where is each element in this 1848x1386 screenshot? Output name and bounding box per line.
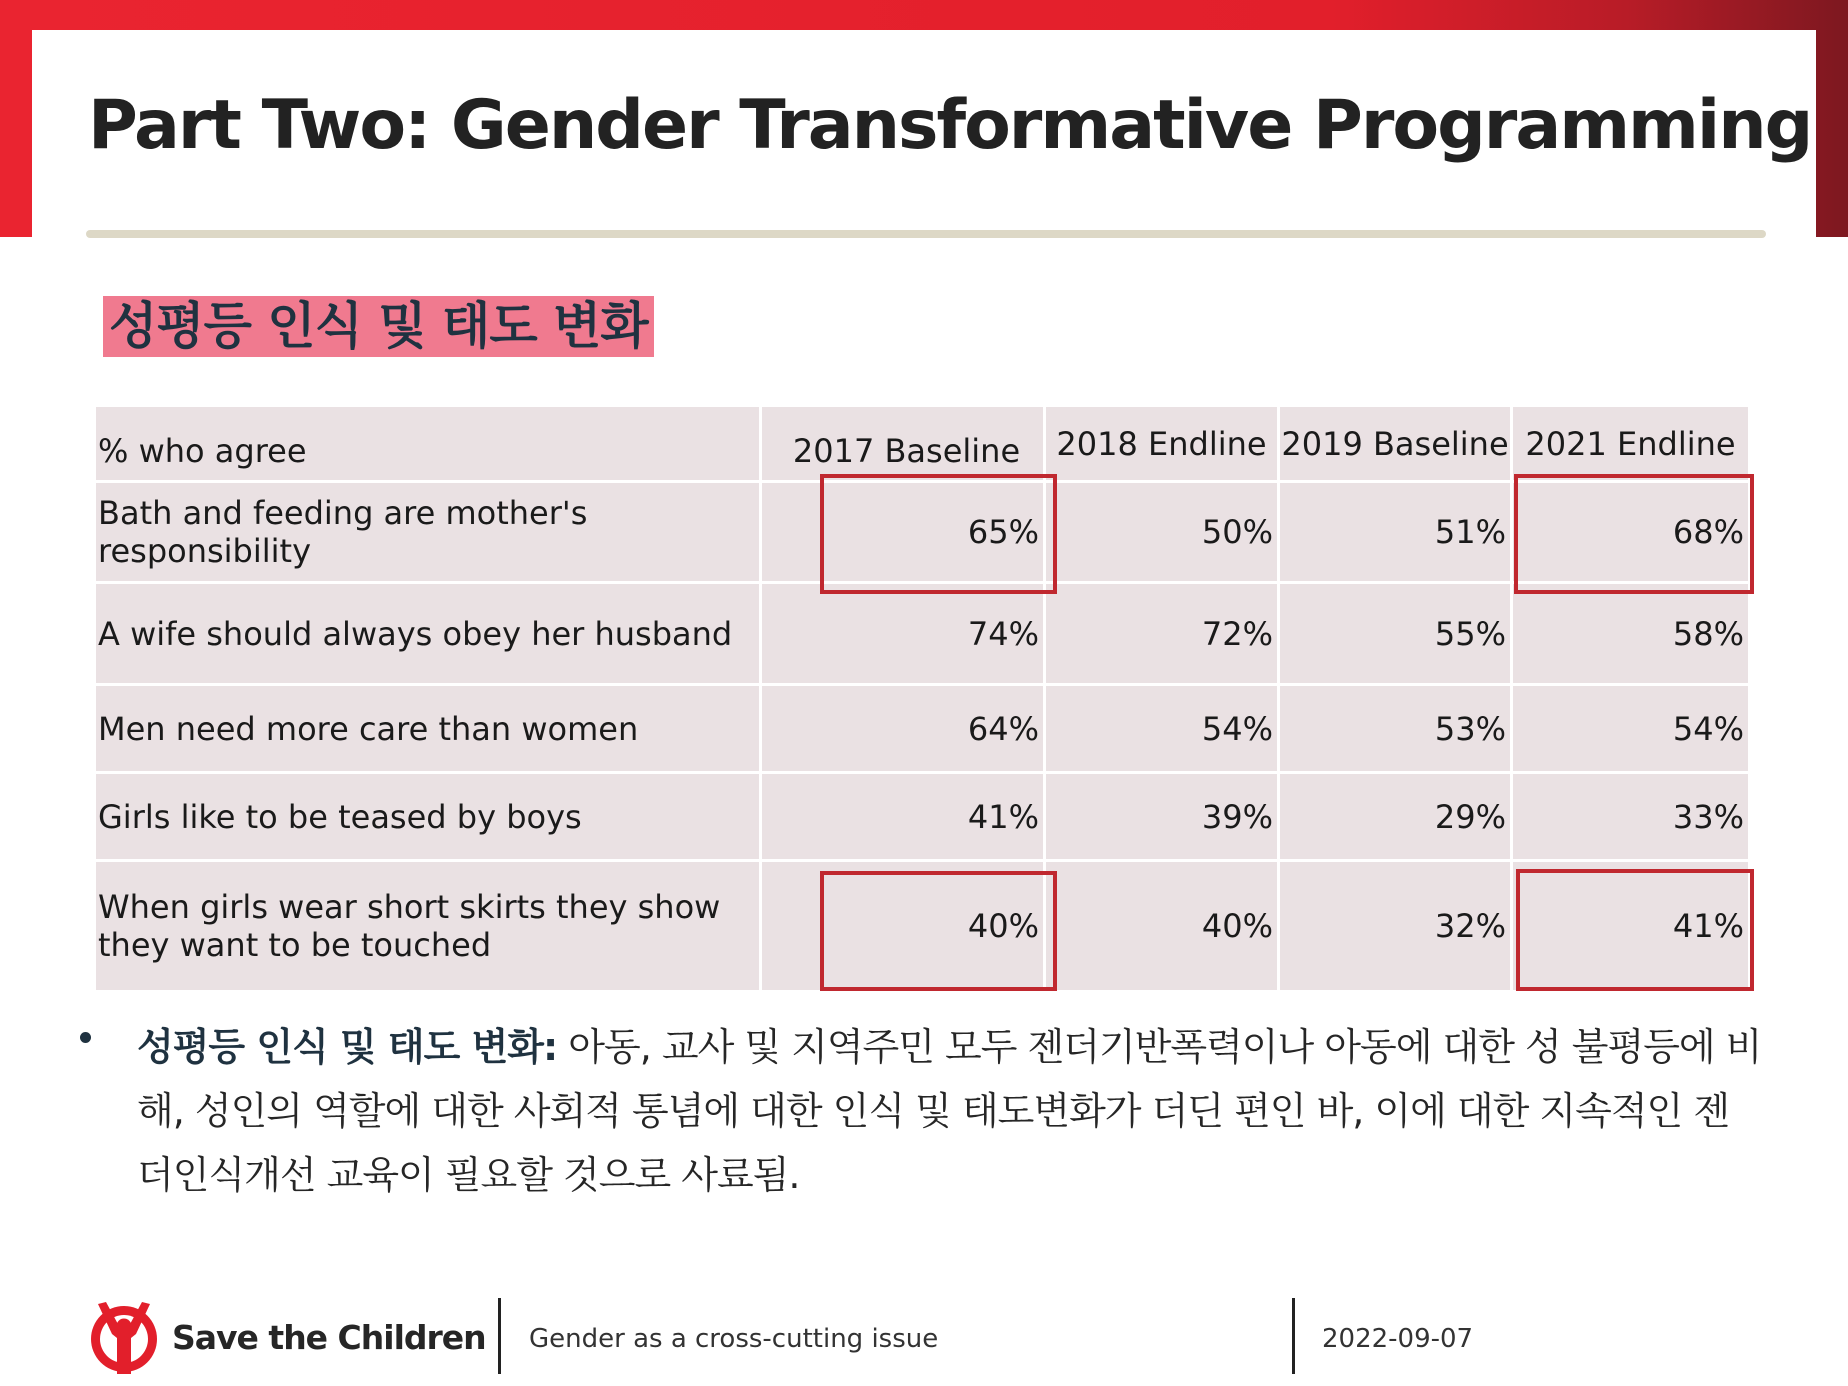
table-cell: 40%	[762, 862, 1043, 990]
row-label: Girls like to be teased by boys	[96, 774, 759, 859]
table-cell: 39%	[1046, 774, 1277, 859]
column-header: 2021 Endline	[1513, 407, 1748, 480]
footer-divider	[1292, 1298, 1295, 1374]
column-header: 2017 Baseline	[762, 407, 1043, 480]
save-the-children-logo-icon	[86, 1296, 162, 1376]
brand-name: Save the Children	[172, 1318, 486, 1357]
title-divider	[86, 230, 1766, 238]
row-label: Men need more care than women	[96, 686, 759, 771]
section-heading: 성평등 인식 및 태도 변화	[103, 296, 654, 357]
page-title: Part Two: Gender Transformative Programming	[88, 86, 1812, 165]
row-label: A wife should always obey her husband	[96, 584, 759, 683]
table-cell: 51%	[1280, 483, 1510, 581]
table-cell: 54%	[1046, 686, 1277, 771]
row-label: When girls wear short skirts they show they want to be touched	[96, 862, 759, 990]
table-cell: 55%	[1280, 584, 1510, 683]
table-cell: 29%	[1280, 774, 1510, 859]
table-cell: 32%	[1280, 862, 1510, 990]
table-cell: 54%	[1513, 686, 1748, 771]
highlight-box	[820, 474, 1057, 594]
table-cell: 50%	[1046, 483, 1277, 581]
footer-divider	[498, 1298, 501, 1374]
table-cell: 41%	[1513, 862, 1748, 990]
summary-text	[137, 1015, 1762, 1207]
column-header: 2018 Endline	[1046, 407, 1277, 480]
summary-body: 아동, 교사 및 지역주민 모두 젠더기반폭력이나 아동에 대한 성 불평등에 비해, 성인의 역할에 대한 사회적 통념에 대한 인식 및 태도변화가 더딘 편인 바, 이에 대한 지속적인 젠더인식개선 교육이 필요할 것으로 사료됨.	[137, 1025, 1762, 1197]
highlight-box	[1514, 474, 1754, 594]
table-corner-label: % who agree	[96, 407, 759, 480]
table-cell: 72%	[1046, 584, 1277, 683]
table-cell: 41%	[762, 774, 1043, 859]
table-cell: 68%	[1513, 483, 1748, 581]
table-cell: 65%	[762, 483, 1043, 581]
table-cell: 40%	[1046, 862, 1277, 990]
bullet-icon	[80, 1032, 91, 1043]
footer-date: 2022-09-07	[1322, 1324, 1474, 1354]
column-header: 2019 Baseline	[1280, 407, 1510, 480]
table-cell: 33%	[1513, 774, 1748, 859]
table-cell: 64%	[762, 686, 1043, 771]
highlight-box	[820, 871, 1057, 991]
table-cell: 74%	[762, 584, 1043, 683]
table-cell: 58%	[1513, 584, 1748, 683]
row-label: Bath and feeding are mother's responsibility	[96, 483, 759, 581]
summary-lead: 성평등 인식 및 태도 변화:	[137, 1025, 558, 1069]
table-cell: 53%	[1280, 686, 1510, 771]
highlight-box	[1516, 869, 1754, 991]
footer-subtitle: Gender as a cross-cutting issue	[529, 1324, 939, 1354]
